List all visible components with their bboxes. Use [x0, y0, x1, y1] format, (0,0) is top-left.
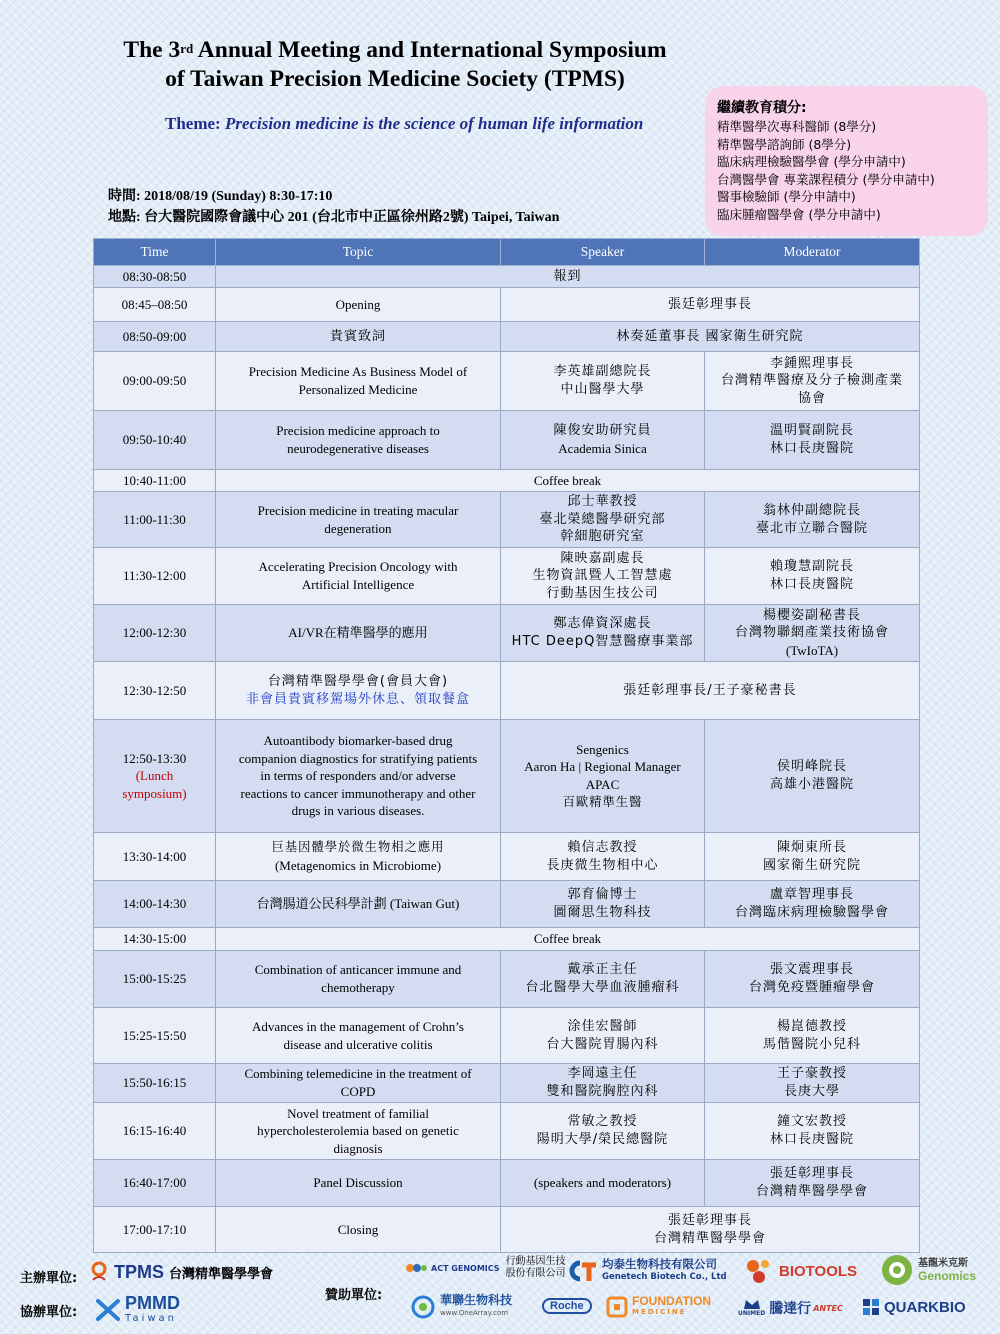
genomics-mark-icon	[880, 1254, 914, 1286]
span-cell: Coffee break	[216, 470, 920, 492]
span-cell: 張廷彰理事長/王子豪秘書長	[501, 662, 920, 720]
span-cell: 報到	[216, 266, 920, 288]
topic-cell: Precision medicine approach to neurodegenerative diseases	[216, 411, 501, 470]
span-cell: 林奏延董事長 國家衛生研究院	[501, 322, 920, 352]
host-label: 主辦單位:	[20, 1271, 78, 1286]
page-title: The 3rd Annual Meeting and International Symposium of Taiwan Precision Medicine Society (TPMS)	[123, 37, 667, 92]
cme-item: 精準醫學諮詢師 (8學分)	[717, 136, 852, 152]
moderator-cell: 張廷彰理事長 台灣精準醫學學會	[705, 1160, 920, 1207]
event-info	[108, 186, 559, 228]
pmmd-logo: PMMD Taiwan	[95, 1294, 180, 1325]
time-cell: 12:30-12:50	[94, 662, 216, 720]
topic-cell: Novel treatment of familial hypercholesterolemia based on genetic diagnosis	[216, 1103, 501, 1160]
moderator-cell: 張文震理事長 台灣免疫暨腫瘤學會	[705, 951, 920, 1008]
time-cell: 08:45–08:50	[94, 288, 216, 322]
speaker-cell: 邱士華教授 臺北榮總醫學研究部 幹細胞研究室	[501, 492, 705, 548]
genetech-logo: 均泰生物科技有限公司 Genetech Biotech Co., Ltd	[566, 1258, 727, 1284]
time-cell: 15:25-15:50	[94, 1008, 216, 1064]
genetech-mark-icon	[566, 1259, 598, 1283]
quarkbio-mark-icon	[862, 1298, 880, 1316]
cme-heading: 繼續教育積分:	[717, 100, 807, 116]
biotools-mark-icon	[745, 1258, 775, 1284]
speaker-cell: (speakers and moderators)	[501, 1160, 705, 1207]
foundation-medicine-logo: FOUNDATION MEDICINE	[606, 1296, 711, 1318]
foundation-mark-icon	[606, 1296, 628, 1318]
tpms-logo: TPMS 台灣精準醫學學會	[88, 1260, 273, 1284]
notice-text: 非會員貴賓移駕場外休息、領取餐盒	[245, 691, 470, 707]
col-header-moderator: Moderator	[705, 239, 920, 266]
time-cell: 09:50-10:40	[94, 411, 216, 470]
time-cell: 11:00-11:30	[94, 492, 216, 548]
act-mark-icon	[405, 1259, 427, 1277]
roche-logo: Roche	[542, 1298, 592, 1314]
table-row	[94, 833, 920, 881]
moderator-cell: 楊櫻姿副秘書長 台灣物聯網產業技術協會 (TwIoTA)	[705, 605, 920, 662]
moderator-cell: 翁林仲副總院長 臺北市立聯合醫院	[705, 492, 920, 548]
topic-cell: Advances in the management of Crohn’s disease and ulcerative colitis	[216, 1008, 501, 1064]
time-cell: 14:00-14:30	[94, 881, 216, 928]
table-row	[94, 928, 920, 951]
cme-credits-box	[705, 86, 988, 236]
table-row	[94, 288, 920, 322]
time-cell: 16:40-17:00	[94, 1160, 216, 1207]
cme-item: 台灣醫學會 專業課程積分 (學分申請中)	[717, 171, 935, 187]
event-time: 時間: 2018/08/19 (Sunday) 8:30-17:10	[108, 189, 333, 204]
topic-cell: Opening	[216, 288, 501, 322]
onearray-mark-icon	[410, 1295, 436, 1319]
table-row	[94, 492, 920, 548]
table-row	[94, 266, 920, 288]
table-row	[94, 1008, 920, 1064]
topic-cell: 貴賓致詞	[216, 322, 501, 352]
topic-cell: AI/VR在精準醫學的應用	[216, 605, 501, 662]
moderator-cell: 楊崑德教授 馬偕醫院小兒科	[705, 1008, 920, 1064]
co-host-label: 協辦單位:	[20, 1305, 78, 1320]
table-row	[94, 322, 920, 352]
act-genomics-logo: ACT GENOMICS 行動基因生技 股份有限公司	[405, 1256, 566, 1280]
table-row	[94, 662, 920, 720]
table-row	[94, 548, 920, 605]
speaker-cell: 李岡遠主任 雙和醫院胸腔內科	[501, 1064, 705, 1103]
span-cell: Coffee break	[216, 928, 920, 951]
speaker-cell: Sengenics Aaron Ha | Regional Manager APAC 百歐精準生醫	[501, 720, 705, 833]
speaker-cell: 涂佳宏醫師 台大醫院胃腸內科	[501, 1008, 705, 1064]
table-row	[94, 1064, 920, 1103]
footer	[0, 1254, 1000, 1334]
time-cell: 08:50-09:00	[94, 322, 216, 352]
table-row	[94, 881, 920, 928]
sponsor-label: 贊助單位:	[325, 1288, 383, 1303]
moderator-cell: 陳炯東所長 國家衛生研究院	[705, 833, 920, 881]
schedule-table	[93, 238, 920, 1253]
speaker-cell: 郭育倫博士 圖爾思生物科技	[501, 881, 705, 928]
time-cell: 12:50-13:30 (Lunch symposium)	[94, 720, 216, 833]
time-cell: 12:00-12:30	[94, 605, 216, 662]
onearray-logo: 華聯生物科技 www.OneArray.com	[410, 1294, 512, 1320]
speaker-cell: 戴承正主任 台北醫學大學血液腫瘤科	[501, 951, 705, 1008]
span-cell: 張廷彰理事長 台灣精準醫學學會	[501, 1207, 920, 1253]
topic-cell: Autoantibody biomarker-based drug companion diagnostics for stratifying patients in terms of responders and/or adverse reactions to cancer immunotherapy and other drugs in various diseases.	[216, 720, 501, 833]
topic-cell: 巨基因體學於微生物相之應用 (Metagenomics in Microbiome)	[216, 833, 501, 881]
time-cell: 14:30-15:00	[94, 928, 216, 951]
lunch-symposium-label: (Lunch	[135, 768, 174, 784]
quarkbio-logo: QUARKBIO	[862, 1298, 966, 1316]
moderator-cell: 王子豪教授 長庚大學	[705, 1064, 920, 1103]
table-row	[94, 951, 920, 1008]
cme-item: 醫事檢驗師 (學分申請中)	[717, 189, 856, 205]
time-cell: 10:40-11:00	[94, 470, 216, 492]
theme-text: Precision medicine is the science of human life information	[224, 114, 644, 133]
speaker-cell: 陳俊安助研究員 Academia Sinica	[501, 411, 705, 470]
speaker-cell: 賴信志教授 長庚微生物相中心	[501, 833, 705, 881]
time-cell: 09:00-09:50	[94, 352, 216, 411]
biotools-logo: BIOTOOLS	[745, 1258, 857, 1284]
speaker-cell: 鄭志偉資深處長 HTC DeepQ智慧醫療事業部	[501, 605, 705, 662]
speaker-cell: 陳映嘉副處長 生物資訊暨人工智慧處 行動基因生技公司	[501, 548, 705, 605]
table-row	[94, 1207, 920, 1253]
table-row	[94, 352, 920, 411]
table-row	[94, 470, 920, 492]
topic-cell: 台灣精準醫學學會(會員大會) 非會員貴賓移駕場外休息、領取餐盒	[216, 662, 501, 720]
cme-item: 臨床病理檢驗醫學會 (學分申請中)	[717, 154, 906, 170]
event-place: 地點: 台大醫院國際會議中心 201 (台北市中正區徐州路2號) Taipei, Taiwan	[108, 210, 560, 225]
span-cell: 張廷彰理事長	[501, 288, 920, 322]
topic-cell: Accelerating Precision Oncology with Artificial Intelligence	[216, 548, 501, 605]
table-row	[94, 605, 920, 662]
time-cell: 15:50-16:15	[94, 1064, 216, 1103]
pmmd-mark-icon	[95, 1298, 121, 1322]
speaker-cell: 李英雄副總院長 中山醫學大學	[501, 352, 705, 411]
time-cell: 17:00-17:10	[94, 1207, 216, 1253]
table-row	[94, 1160, 920, 1207]
antec-logo: UNIMED 騰達行 ANTEC	[738, 1298, 843, 1318]
topic-cell: 台灣腸道公民科學計劃 (Taiwan Gut)	[216, 881, 501, 928]
moderator-cell: 李鍾熙理事長 台灣精準醫療及分子檢測產業 協會	[705, 352, 920, 411]
cme-item: 精準醫學次專科醫師 (8學分)	[717, 119, 877, 134]
crown-icon	[743, 1298, 761, 1310]
table-header-row	[94, 239, 920, 266]
moderator-cell: 鐘文宏教授 林口長庚醫院	[705, 1103, 920, 1160]
topic-cell: Precision Medicine As Business Model of Personalized Medicine	[216, 352, 501, 411]
time-cell: 08:30-08:50	[94, 266, 216, 288]
table-row	[94, 1103, 920, 1160]
theme-label: Theme:	[165, 114, 225, 133]
theme	[165, 114, 643, 134]
moderator-cell: 賴瓊慧副院長 林口長庚醫院	[705, 548, 920, 605]
speaker-cell: 常敏之教授 陽明大學/榮民總醫院	[501, 1103, 705, 1160]
topic-cell: Combining telemedicine in the treatment of COPD	[216, 1064, 501, 1103]
tpms-mark-icon	[88, 1260, 110, 1284]
moderator-cell: 侯明峰院長 高雄小港醫院	[705, 720, 920, 833]
time-cell: 11:30-12:00	[94, 548, 216, 605]
topic-cell: Panel Discussion	[216, 1160, 501, 1207]
topic-cell: Closing	[216, 1207, 501, 1253]
time-cell: 13:30-14:00	[94, 833, 216, 881]
topic-cell: Precision medicine in treating macular degeneration	[216, 492, 501, 548]
genomics-logo: 基龍米克斯 Genomics	[880, 1254, 976, 1286]
moderator-cell: 溫明賢副院長 林口長庚醫院	[705, 411, 920, 470]
table-row	[94, 720, 920, 833]
time-cell: 16:15-16:40	[94, 1103, 216, 1160]
topic-cell: Combination of anticancer immune and chemotherapy	[216, 951, 501, 1008]
col-header-time: Time	[94, 239, 216, 266]
col-header-topic: Topic	[216, 239, 501, 266]
col-header-speaker: Speaker	[501, 239, 705, 266]
time-cell: 15:00-15:25	[94, 951, 216, 1008]
table-row	[94, 411, 920, 470]
moderator-cell: 盧章智理事長 台灣臨床病理檢驗醫學會	[705, 881, 920, 928]
cme-item: 臨床腫瘤醫學會 (學分申請中)	[717, 206, 881, 222]
